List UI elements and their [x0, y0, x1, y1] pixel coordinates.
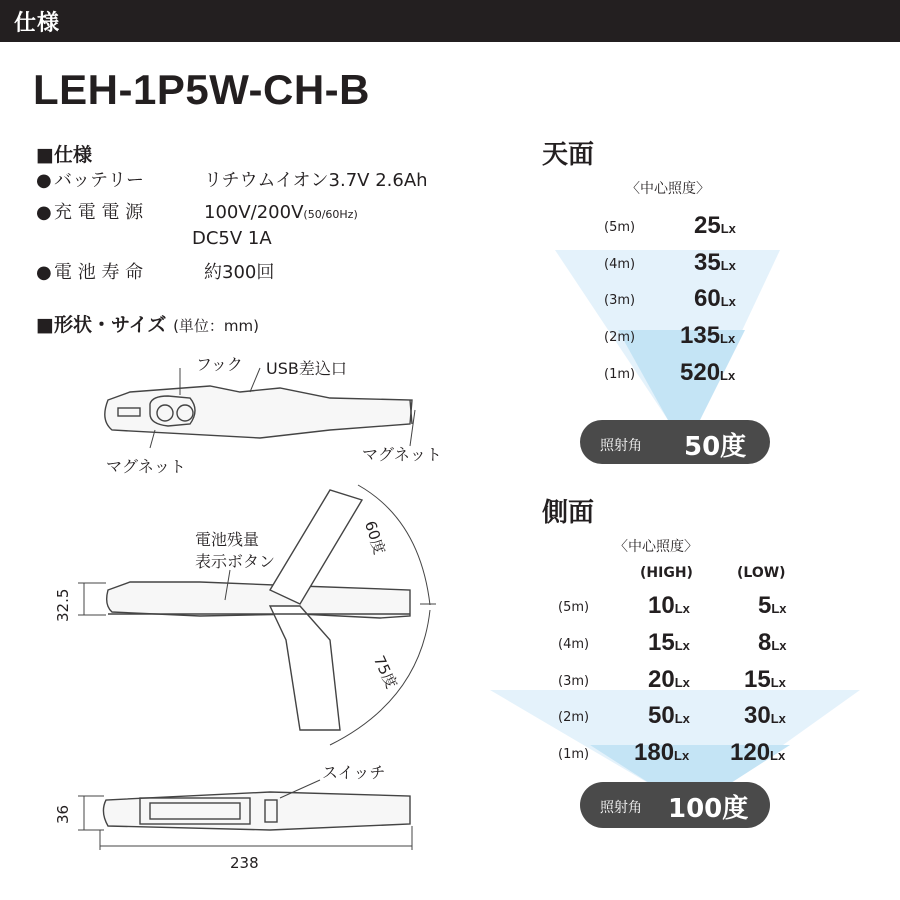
- side-face-heading: 側面: [542, 498, 595, 528]
- side-lux-high: 20Lx: [648, 666, 690, 693]
- side-lux-low: 15Lx: [744, 666, 786, 693]
- label-battery-2: 表示ボタン: [195, 552, 276, 571]
- label-hook: フック: [196, 355, 243, 374]
- bullet: ●: [36, 202, 52, 223]
- spec-key: 電 池 寿 命: [54, 262, 144, 283]
- side-lux-high: 180Lx: [634, 739, 690, 766]
- spec-note: (50/60Hz): [303, 208, 358, 221]
- shape-heading-text: ■形状・サイズ: [36, 314, 167, 336]
- side-lux-high: 10Lx: [648, 592, 690, 619]
- bullet: ●: [36, 262, 52, 283]
- spec-key: バッテリー: [54, 170, 144, 191]
- side-lux-low: 8Lx: [758, 629, 787, 656]
- top-lux: 135Lx: [680, 322, 736, 349]
- side-distance: (3m): [558, 674, 590, 689]
- side-angle-pill: [580, 782, 770, 828]
- side-center-label: 〈中心照度〉: [614, 539, 698, 555]
- dim-height-label: 32.5: [54, 588, 72, 622]
- side-distance: (1m): [558, 747, 590, 762]
- side-distance: (4m): [558, 637, 590, 652]
- bullet: ●: [36, 170, 52, 191]
- side-lux-high: 50Lx: [648, 702, 690, 729]
- side-lux-high: 15Lx: [648, 629, 690, 656]
- label-usb: USB差込口: [266, 359, 347, 378]
- top-face-heading: 天面: [542, 140, 595, 170]
- spec-key: 充 電 電 源: [54, 202, 144, 223]
- angle-60-label: 60度: [360, 518, 389, 557]
- top-distance: (3m): [604, 293, 636, 308]
- top-lux: 25Lx: [694, 212, 736, 239]
- top-view-drawing: [105, 386, 412, 438]
- top-distance: (5m): [604, 220, 636, 235]
- side-lux-low: 120Lx: [730, 739, 786, 766]
- top-center-label: 〈中心照度〉: [626, 181, 710, 197]
- high-label: (HIGH): [640, 565, 693, 581]
- top-distance: (2m): [604, 330, 636, 345]
- shape-unit: (単位：mm): [173, 317, 259, 335]
- spec-value: リチウムイオン3.7V 2.6Ah: [204, 170, 428, 191]
- model-number: LEH-1P5W-CH-B: [33, 66, 370, 113]
- dim-width-label: 36: [54, 804, 72, 824]
- spec-value: DC5V 1A: [192, 228, 272, 249]
- top-lux: 60Lx: [694, 285, 736, 312]
- side-angle-label: 照射角: [600, 800, 642, 816]
- side-lux-low: 30Lx: [744, 702, 786, 729]
- top-distance: (4m): [604, 257, 636, 272]
- label-magnet-left: マグネット: [106, 457, 186, 476]
- top-distance: (1m): [604, 367, 636, 382]
- spec-heading: ■仕様: [36, 144, 92, 166]
- top-angle-label: 照射角: [600, 438, 642, 454]
- label-battery-1: 電池残量: [195, 530, 260, 549]
- top-lux: 520Lx: [680, 359, 736, 386]
- top-lux: 35Lx: [694, 249, 736, 276]
- spec-value: 約300回: [204, 262, 275, 283]
- side-distance: (5m): [558, 600, 590, 615]
- label-switch: スイッチ: [322, 763, 386, 782]
- bottom-view-drawing: [103, 792, 410, 830]
- top-angle-pill: [580, 420, 770, 464]
- low-label: (LOW): [737, 565, 786, 581]
- side-angle-value: 100度: [668, 794, 749, 824]
- top-angle-value: 50度: [684, 432, 747, 462]
- spec-value: 100V/200V: [204, 202, 304, 223]
- side-lux-low: 5Lx: [758, 592, 787, 619]
- label-magnet-right: マグネット: [362, 445, 442, 464]
- side-distance: (2m): [558, 710, 590, 725]
- angle-75-label: 75度: [369, 652, 401, 692]
- dim-length-label: 238: [230, 854, 259, 872]
- header-title: 仕様: [14, 11, 61, 36]
